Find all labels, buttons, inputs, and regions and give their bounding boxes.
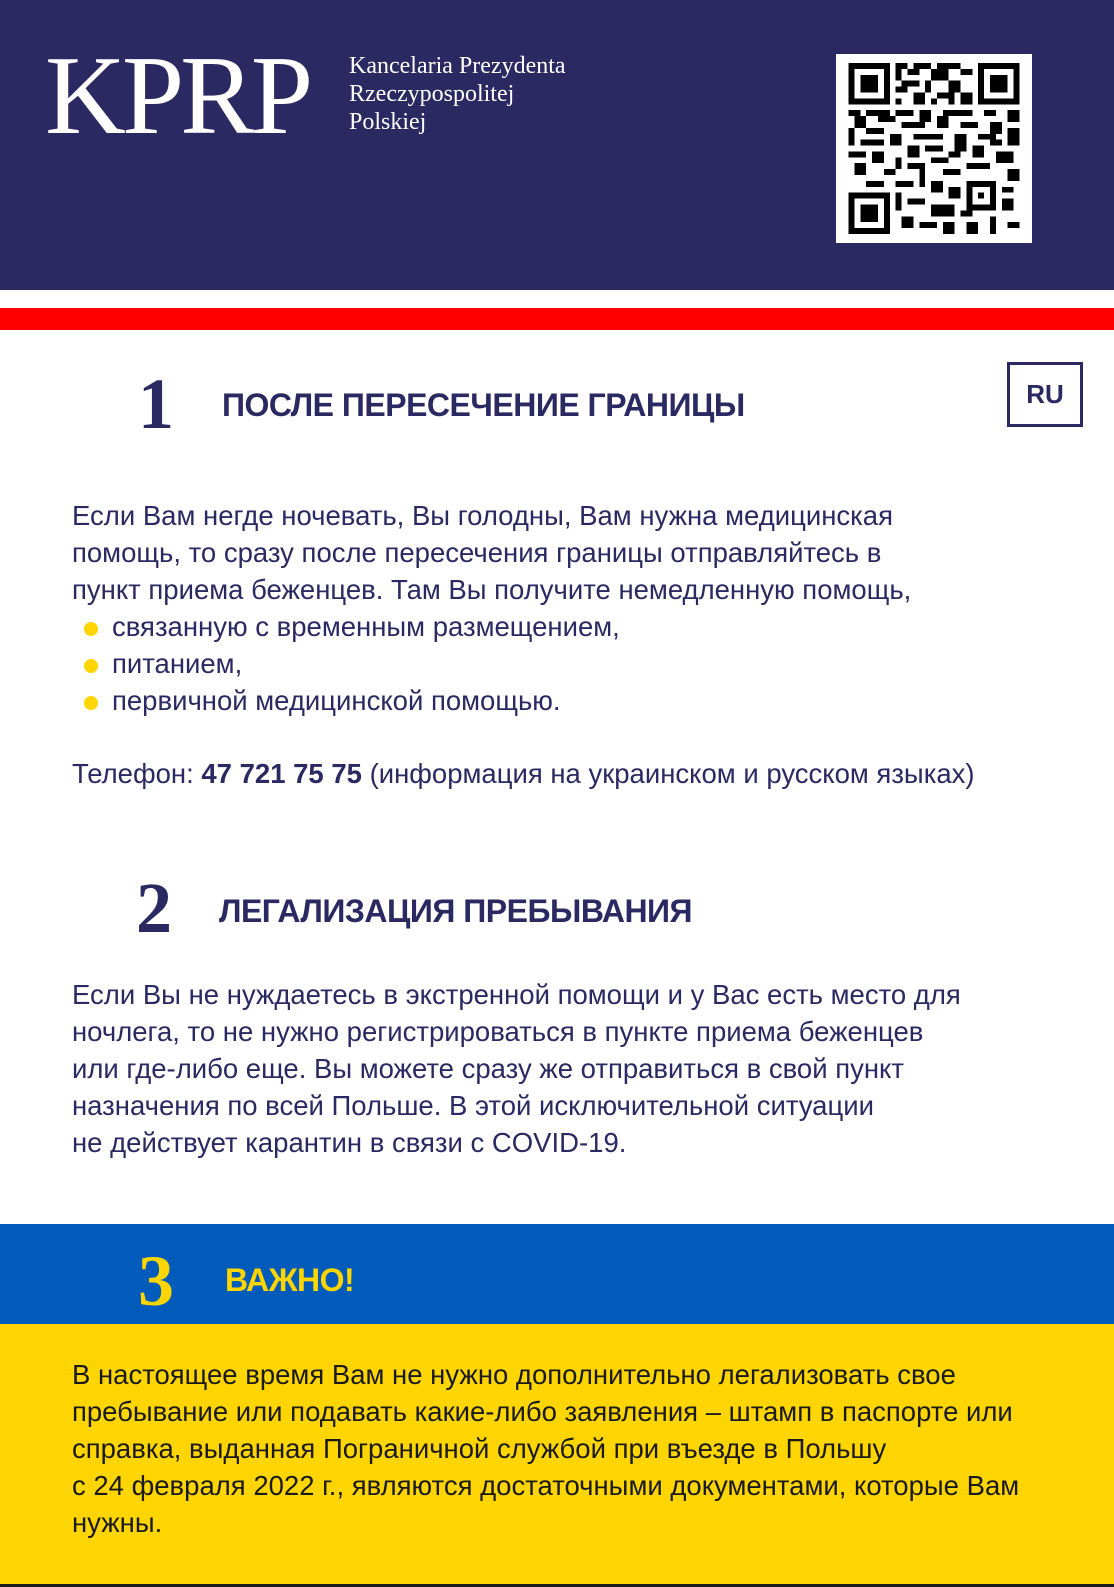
paragraph-line: В настоящее время Вам не нужно дополнительно легализовать свое [72, 1359, 956, 1390]
paragraph-line: Если Вы не нуждаетесь в экстренной помощи и у Вас есть место для [72, 979, 961, 1010]
org-name-line: Rzeczypospolitej [349, 81, 515, 107]
phone-note: (информация на украинском и русском языках) [361, 758, 975, 789]
red-stripe [0, 308, 1114, 330]
bullet-dot-icon [84, 659, 98, 673]
section-1-number: 1 [138, 364, 174, 444]
section-2-body [72, 976, 961, 1161]
paragraph-line: нужны. [72, 1507, 163, 1538]
bullet-item [72, 682, 911, 719]
paragraph-line: помощь, то сразу после пересечения границы отправляйтесь в [72, 537, 882, 568]
bullet-text: первичной медицинской помощью. [112, 685, 561, 716]
paragraph-line: или где-либо еще. Вы можете сразу же отправиться в свой пункт [72, 1053, 904, 1084]
phone-label: Телефон: [72, 758, 202, 789]
org-name-line: Polskiej [349, 109, 427, 135]
paragraph-line: ночлега, то не нужно регистрироваться в пункте приема беженцев [72, 1016, 924, 1047]
phone-line [72, 755, 975, 792]
section-3-body [72, 1356, 1019, 1541]
paragraph-line: не действует карантин в связи с COVID-19. [72, 1127, 627, 1158]
qr-code-graphic [848, 63, 1020, 234]
bullet-item [72, 608, 911, 645]
section-1-body [72, 497, 911, 719]
paragraph-line: Если Вам негде ночевать, Вы голодны, Вам нужна медицинская [72, 500, 893, 531]
bullet-text: питанием, [112, 648, 243, 679]
language-badge: RU [1007, 362, 1083, 427]
org-name-line: Kancelaria Prezydenta [349, 53, 566, 79]
qr-code-icon[interactable] [836, 54, 1032, 243]
phone-number[interactable]: 47 721 75 75 [201, 758, 362, 789]
organization-name [349, 52, 566, 136]
section-1-title: ПОСЛЕ ПЕРЕСЕЧЕНИЕ ГРАНИЦЫ [222, 387, 745, 423]
header-banner [0, 0, 1114, 290]
kprp-logo: KPRP [45, 34, 310, 158]
paragraph-line: с 24 февраля 2022 г., являются достаточными документами, которые Вам [72, 1470, 1020, 1501]
section-2-title: ЛЕГАЛИЗАЦИЯ ПРЕБЫВАНИЯ [219, 893, 693, 929]
section-3-title: ВАЖНО! [225, 1262, 355, 1298]
bullet-text: связанную с временным размещением, [112, 611, 620, 642]
bullet-dot-icon [84, 696, 98, 710]
paragraph-line: справка, выданная Пограничной службой при въезде в Польшу [72, 1433, 887, 1464]
section-3-number: 3 [138, 1241, 174, 1321]
bullet-item [72, 645, 911, 682]
section-2-number: 2 [136, 868, 172, 948]
paragraph-line: назначения по всей Польше. В этой исключительной ситуации [72, 1090, 874, 1121]
bullet-dot-icon [84, 622, 98, 636]
paragraph-line: пункт приема беженцев. Там Вы получите немедленную помощь, [72, 574, 912, 605]
paragraph-line: пребывание или подавать какие-либо заявления – штамп в паспорте или [72, 1396, 1013, 1427]
